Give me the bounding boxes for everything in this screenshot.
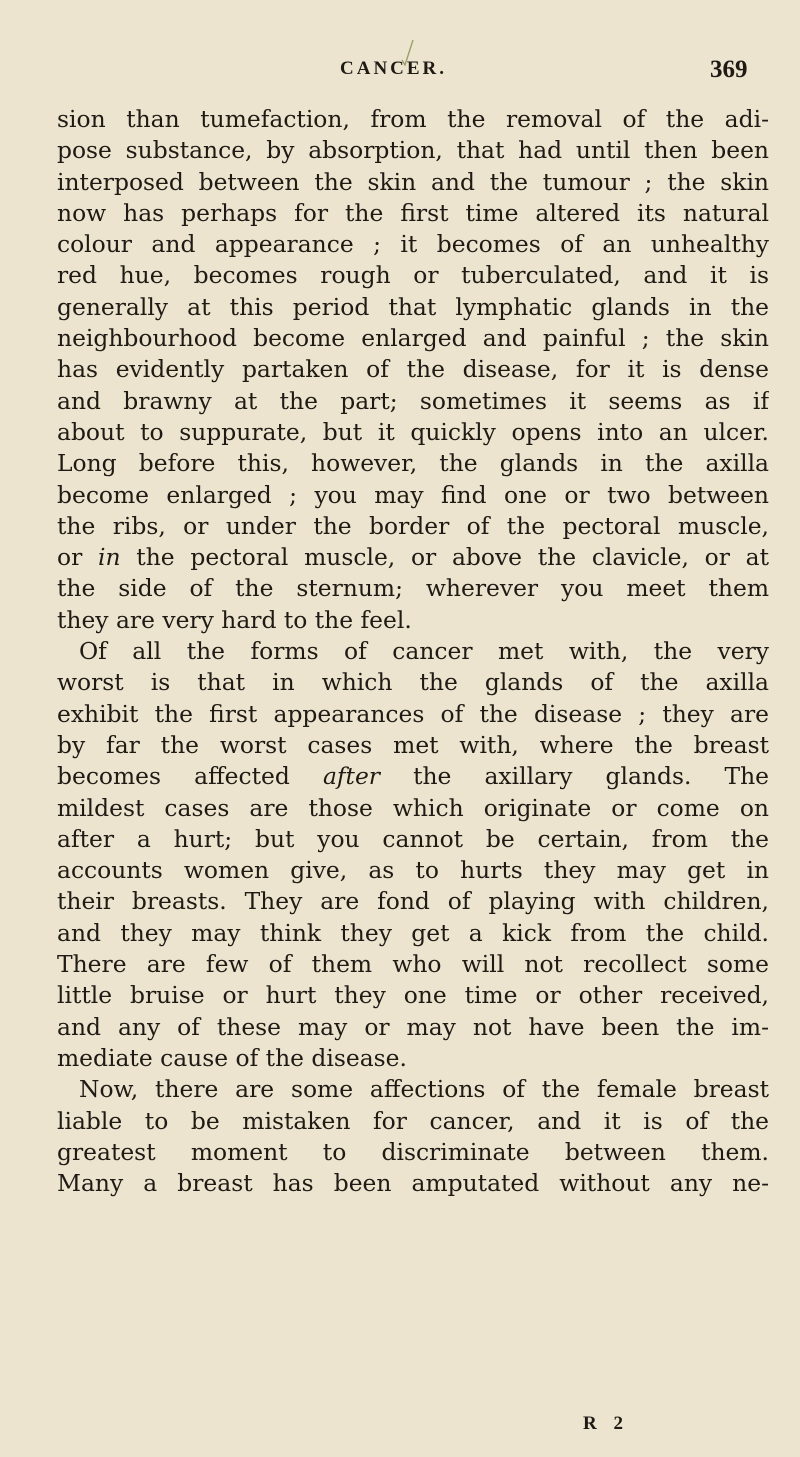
text-line: about to suppurate, but it quickly opens into an ulcer. [57, 417, 769, 446]
text-line: accounts women give, as to hurts they may get in [57, 856, 769, 885]
text-line: Long before this, however, the glands in the axilla [57, 449, 769, 478]
text-line: Now, there are some affections of the female breast [79, 1075, 769, 1104]
page-number: 369 [710, 56, 748, 83]
text-line: and brawny at the part; sometimes it seems as if [57, 386, 769, 415]
text-line: liable to be mistaken for cancer, and it is of the [57, 1106, 769, 1135]
text-line: Many a breast has been amputated without any ne- [57, 1169, 769, 1198]
text-line: become enlarged ; you may find one or two between [57, 480, 769, 509]
running-title: CANCER. [340, 58, 448, 79]
emphasis: in [98, 543, 121, 572]
body-text [57, 104, 769, 1199]
text-line: becomes affected after the axillary glands. The [57, 762, 769, 791]
text-line: There are few of them who will not recollect some [57, 950, 769, 979]
text-line: the ribs, or under the border of the pectoral muscle, [57, 511, 769, 540]
text-line: and they may think they get a kick from the child. [57, 918, 769, 947]
text-line: and any of these may or may not have been the im- [57, 1012, 769, 1041]
emphasis: after [322, 762, 380, 791]
text-line: has evidently partaken of the disease, for it is dense [57, 355, 769, 384]
text-line: pose substance, by absorption, that had until then been [57, 136, 769, 165]
text-line: greatest moment to discriminate between them. [57, 1137, 769, 1166]
text-line: by far the worst cases met with, where the breast [57, 730, 769, 759]
text-line: or in the pectoral muscle, or above the clavicle, or at [57, 543, 769, 572]
text-line: worst is that in which the glands of the axilla [57, 668, 769, 697]
text-line: mildest cases are those which originate or come on [57, 793, 769, 822]
text-line: mediate cause of the disease. [57, 1043, 407, 1072]
text-line: colour and appearance ; it becomes of an unhealthy [57, 230, 769, 259]
text-line: exhibit the first appearances of the disease ; they are [57, 699, 769, 728]
text-line: Of all the forms of cancer met with, the very [79, 637, 769, 666]
text-line: interposed between the skin and the tumour ; the skin [57, 167, 769, 196]
text-line: red hue, becomes rough or tuberculated, and it is [57, 261, 769, 290]
signature-mark: R 2 [583, 1413, 629, 1434]
text-line: generally at this period that lymphatic glands in the [57, 292, 769, 321]
text-line: now has perhaps for the first time altered its natural [57, 198, 769, 227]
text-line: after a hurt; but you cannot be certain, from the [57, 824, 769, 853]
text-line: the side of the sternum; wherever you meet them [57, 574, 769, 603]
text-line: their breasts. They are fond of playing with children, [57, 887, 769, 916]
text-line: they are very hard to the feel. [57, 605, 412, 634]
text-line: neighbourhood become enlarged and painful ; the skin [57, 324, 769, 353]
text-line: little bruise or hurt they one time or other received, [57, 981, 769, 1010]
text-line: sion than tumefaction, from the removal of the adi- [57, 105, 769, 133]
page-header [0, 58, 800, 98]
